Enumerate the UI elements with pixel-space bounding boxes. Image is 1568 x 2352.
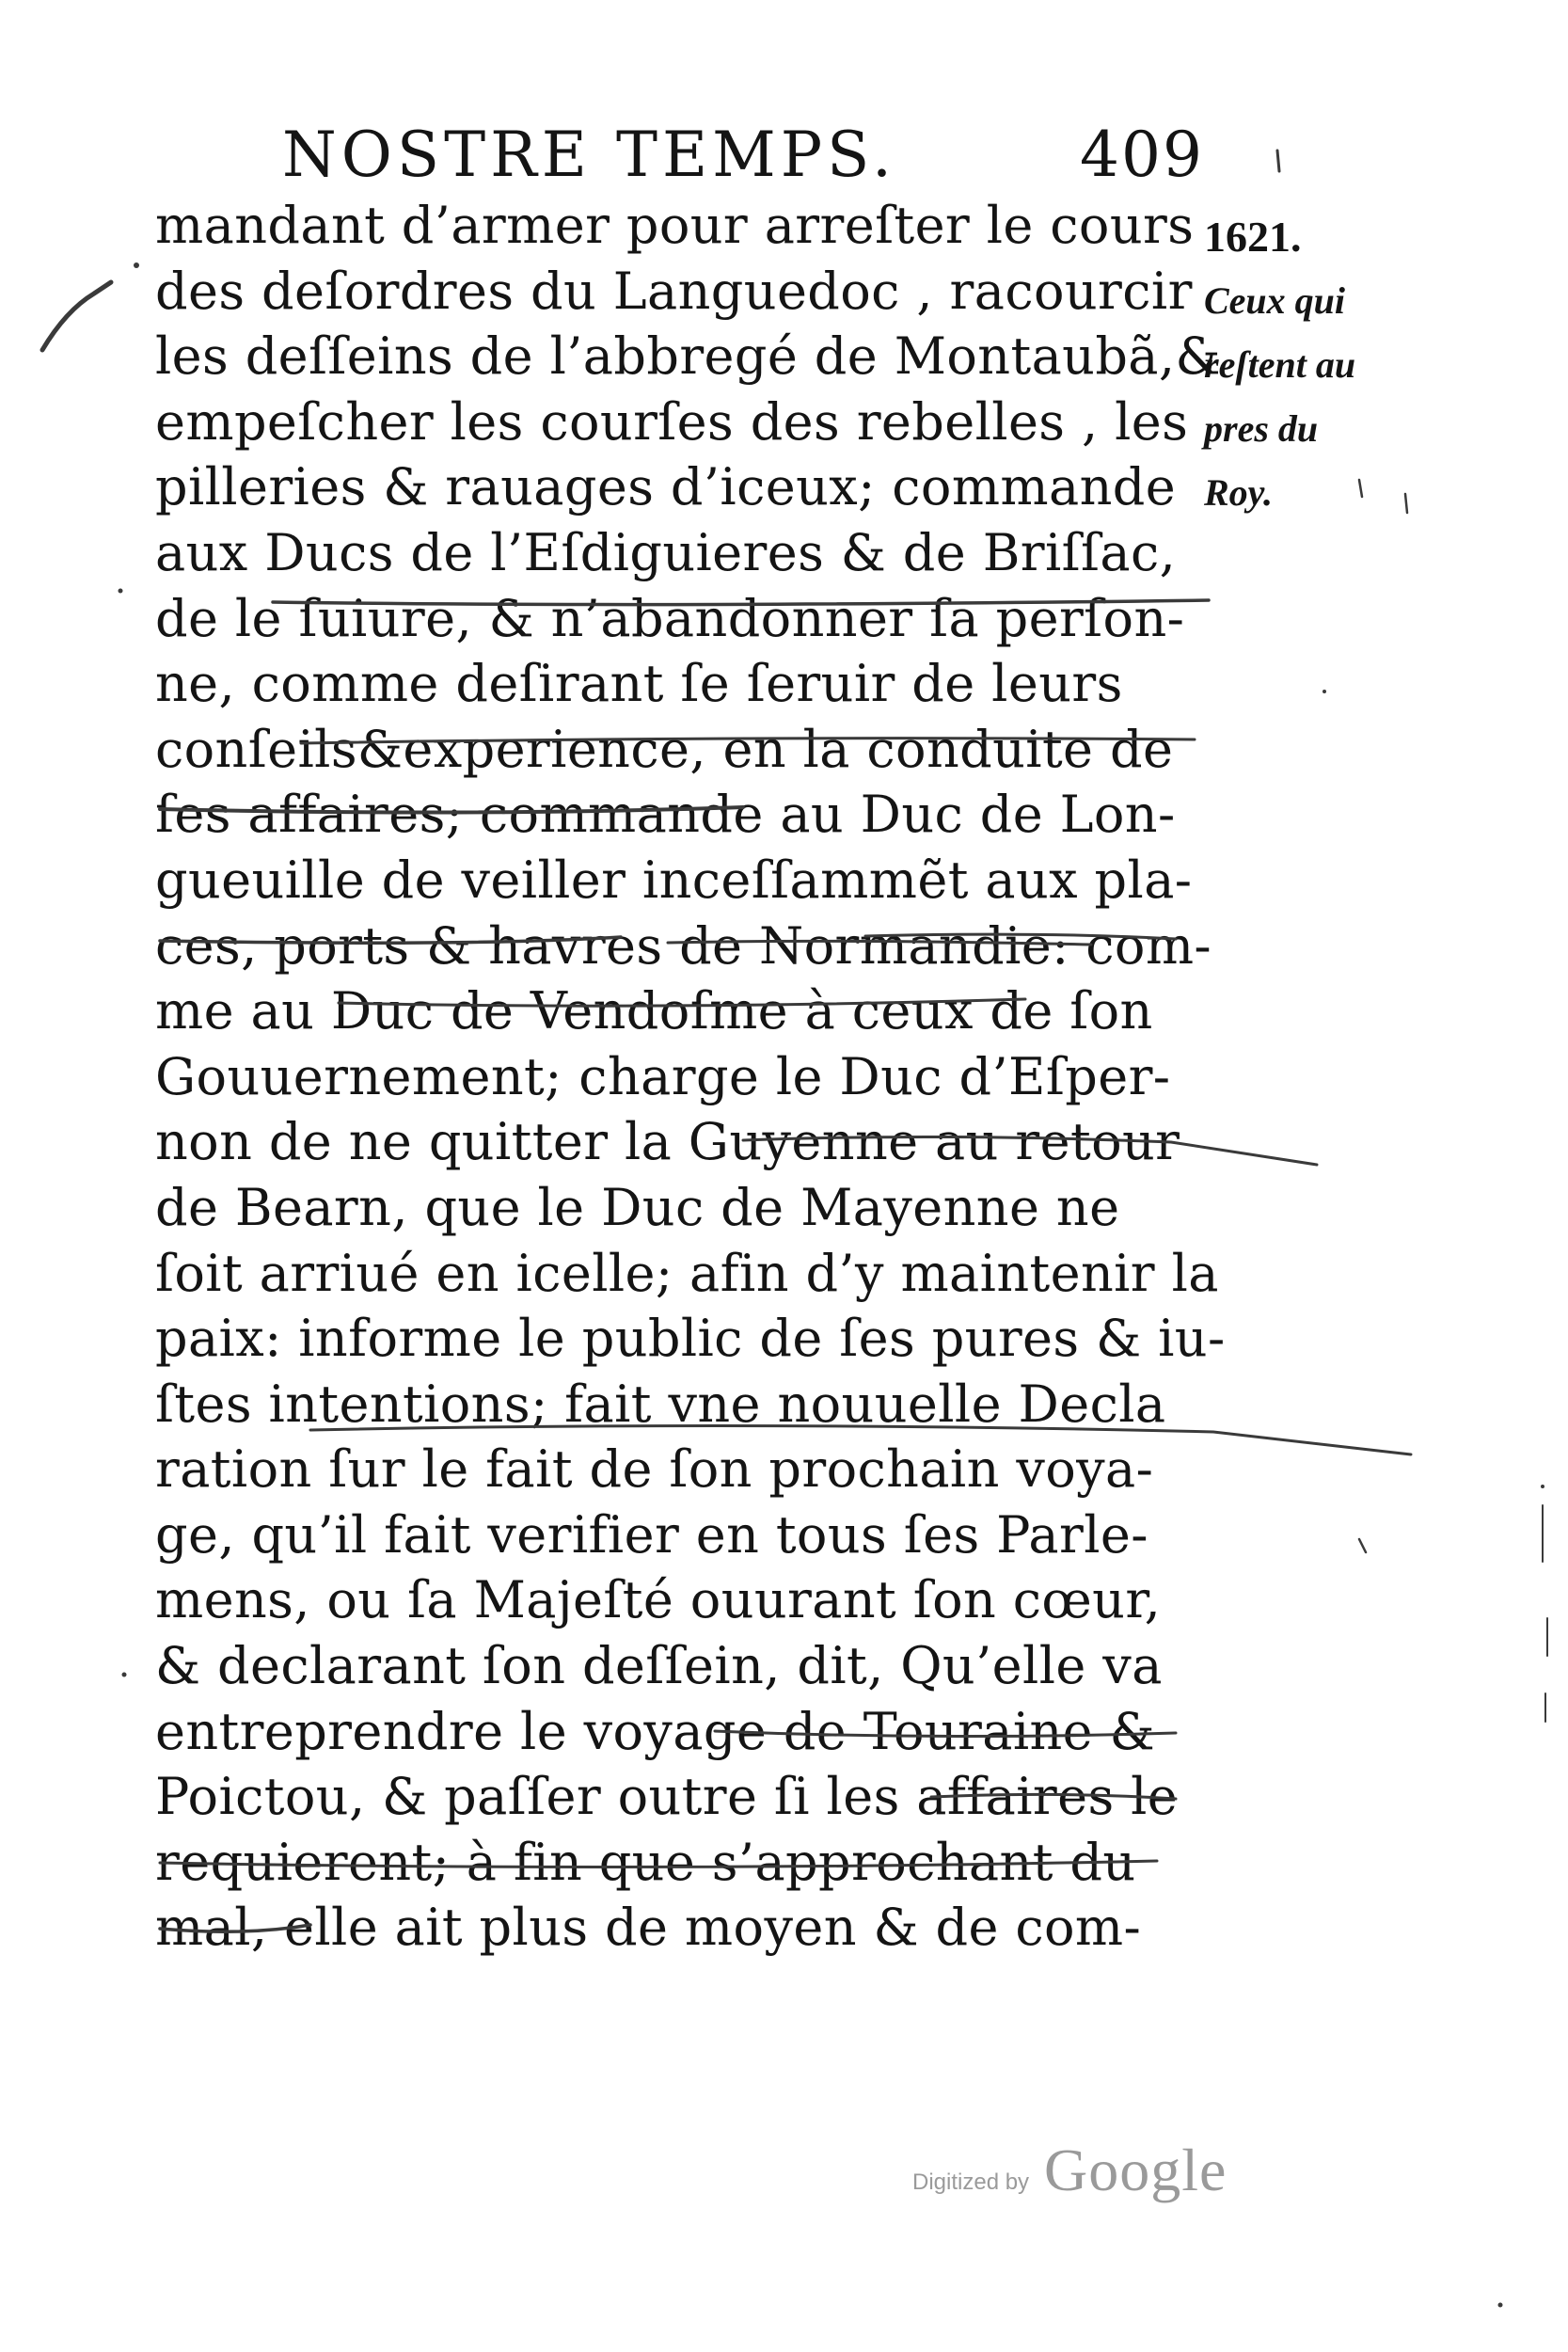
text-line: entreprendre le voyage de Touraine & xyxy=(155,1701,1156,1761)
text-line: mal, elle ait plus de moyen & de com- xyxy=(155,1898,1142,1958)
google-logo: Google xyxy=(1044,2137,1227,2203)
text-line: mandant d’armer pour arreſter le cours xyxy=(155,196,1195,255)
text-line: ſtes intentions; fait vne nouuelle Decla xyxy=(155,1374,1166,1434)
page-number: 409 xyxy=(1080,119,1204,191)
text-line: empeſcher les courſes des rebelles , les xyxy=(155,391,1189,452)
text-line: paix: informe le public de ſes pures & iu- xyxy=(155,1309,1226,1369)
text-line: aux Ducs de l’Eſdiguieres & de Briſſac, xyxy=(155,522,1177,582)
text-line: conſeils&experience, en la conduite de xyxy=(155,719,1174,779)
text-line: ge, qu’il fait verifier en tous ſes Parle- xyxy=(155,1504,1148,1565)
text-line: gueuille de veiller inceſſammẽt aux pla- xyxy=(155,850,1193,910)
stray-dot xyxy=(1498,2303,1503,2308)
stray-dot xyxy=(119,589,123,594)
text-line: Gouuernement; charge le Duc d’Eſper- xyxy=(155,1046,1171,1106)
margin-note-line: Roy. xyxy=(1204,471,1273,514)
text-line: des deſordres du Languedoc , racourcir xyxy=(155,261,1193,321)
stray-dot xyxy=(1323,690,1326,693)
watermark-prefix: Digitized by xyxy=(912,2169,1030,2195)
margin-check-mark xyxy=(42,282,111,350)
text-line: mens, ou ſa Majeſté ouurant ſon cœur, xyxy=(155,1570,1162,1630)
body-text xyxy=(155,193,1226,1961)
text-line: les deſſeins de l’abbregé de Montaubã,& xyxy=(155,326,1221,387)
running-title: NOSTRE TEMPS. xyxy=(282,119,896,191)
text-line: pilleries & rauages d’iceux; commande xyxy=(155,457,1177,517)
text-line: ne, comme deſirant ſe ſeruir de leurs xyxy=(155,654,1123,714)
margin-year: 1621. xyxy=(1204,213,1302,261)
text-line: ſoit arriué en icelle; afin d’y maintenir la xyxy=(155,1243,1219,1303)
stray-mark xyxy=(1277,151,1279,171)
margin-note-line: pres du xyxy=(1204,407,1319,450)
margin-note-line: reſtent au xyxy=(1204,343,1356,386)
text-line: & declarant ſon deſſein, dit, Qu’elle va xyxy=(155,1636,1163,1696)
margin-note xyxy=(1204,205,1420,525)
text-line: requierent; à fin que s’approchant du xyxy=(155,1832,1136,1892)
margin-note-line: Ceux qui xyxy=(1204,279,1346,322)
text-line: ces, ports & havres de Normandie: com- xyxy=(155,915,1212,976)
stray-dot xyxy=(134,262,139,268)
text-line: Poictou, & paſſer outre ſi les affaires le xyxy=(155,1767,1179,1827)
text-line: de le ſuiure, & n’abandonner ſa perſon- xyxy=(155,588,1185,648)
digitized-watermark xyxy=(912,2136,1251,2211)
text-line: ration ſur le fait de ſon prochain voya- xyxy=(155,1439,1154,1500)
text-line: ſes affaires; commande au Duc de Lon- xyxy=(155,785,1176,845)
stray-dot xyxy=(1541,1485,1544,1488)
stray-dot xyxy=(122,1673,127,1677)
text-line: non de ne quitter la Guyenne au retour xyxy=(155,1112,1180,1172)
text-line: de Bearn, que le Duc de Mayenne ne xyxy=(155,1177,1120,1237)
text-line: me au Duc de Vendoſme à ceux de ſon xyxy=(155,981,1153,1041)
running-head xyxy=(282,113,1204,198)
stray-mark xyxy=(1359,1539,1366,1552)
